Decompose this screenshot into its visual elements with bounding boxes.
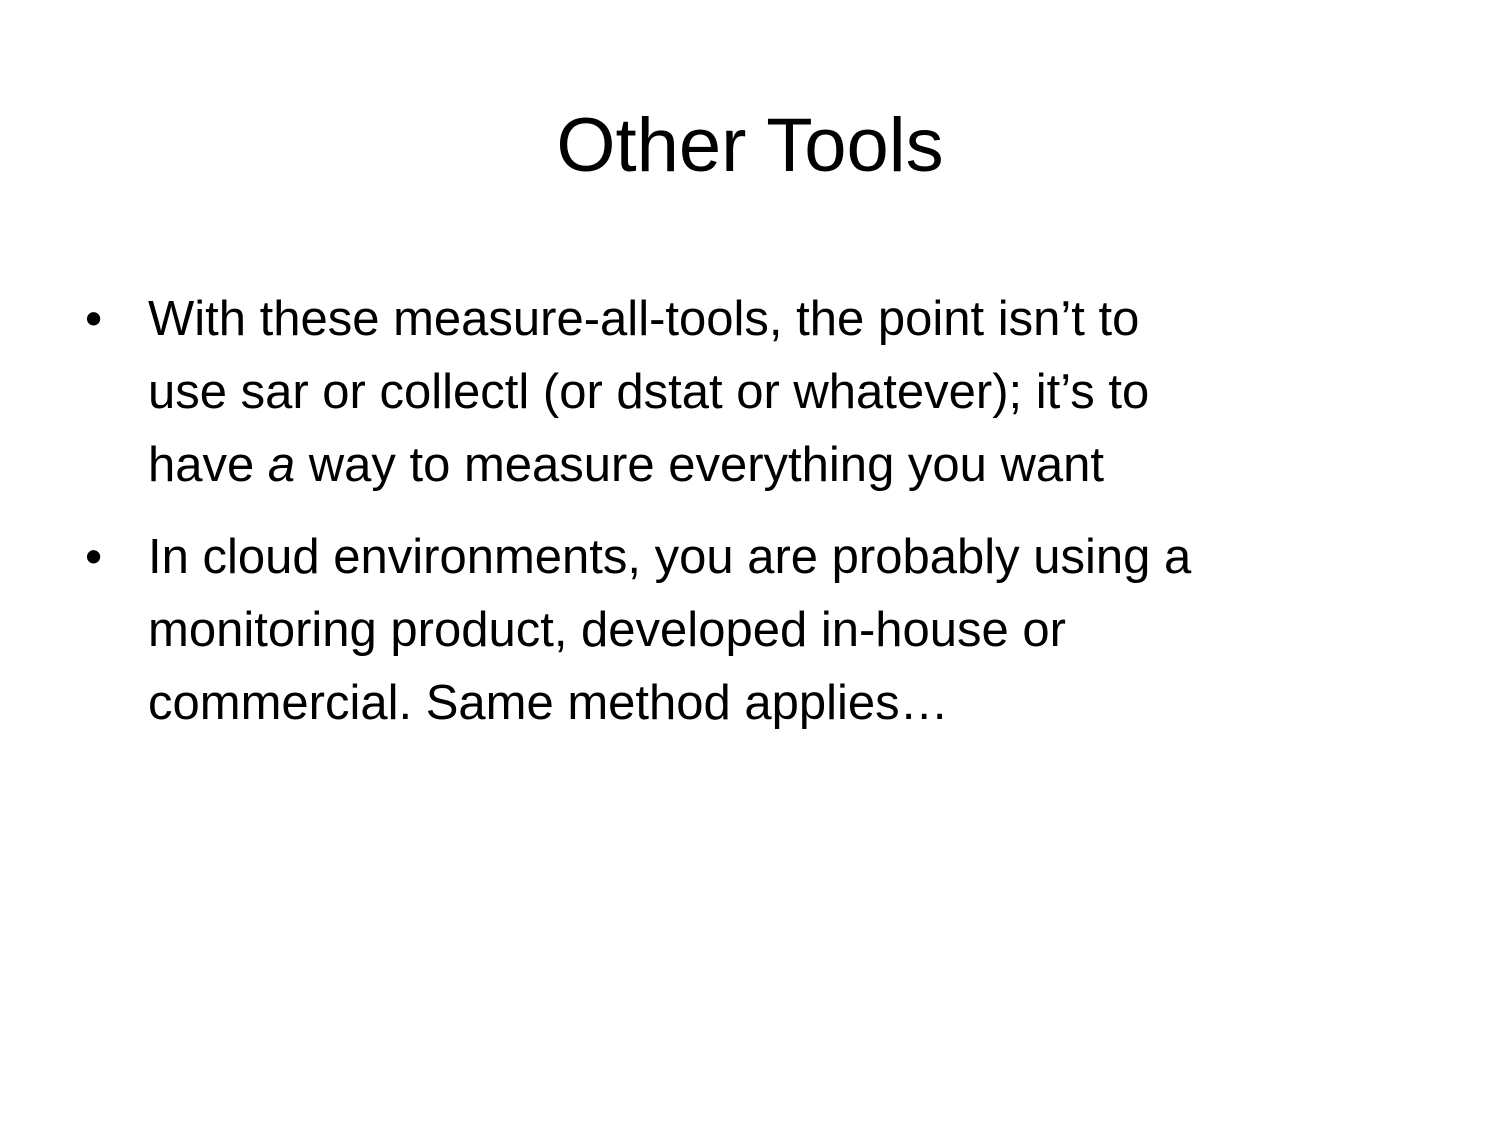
bullet-icon: • [85, 292, 103, 346]
bullet-list [85, 283, 1415, 759]
bullet-1-emphasis: a [267, 438, 296, 492]
bullet-icon: • [85, 530, 103, 584]
bullet-2-line-3: commercial. Same method applies… [148, 676, 949, 730]
bullet-1-line-1: With these measure-all-tools, the point isn’t to [148, 292, 1140, 346]
slide-title: Other Tools [556, 103, 944, 188]
bullet-2-line-2: monitoring product, developed in-house or [148, 603, 1066, 657]
bullet-2-line-1: In cloud environments, you are probably using a [148, 530, 1192, 584]
bullet-item-measure-tools [85, 283, 1415, 502]
bullet-1-line-2: use sar or collectl (or dstat or whatever); it’s to [148, 365, 1150, 419]
bullet-item-cloud-environments [85, 521, 1415, 740]
bullet-1-line-3 [148, 429, 1415, 502]
bullet-1-line-3-end: way to measure everything you want [295, 438, 1105, 492]
bullet-1-line-3-start: have [148, 438, 268, 492]
